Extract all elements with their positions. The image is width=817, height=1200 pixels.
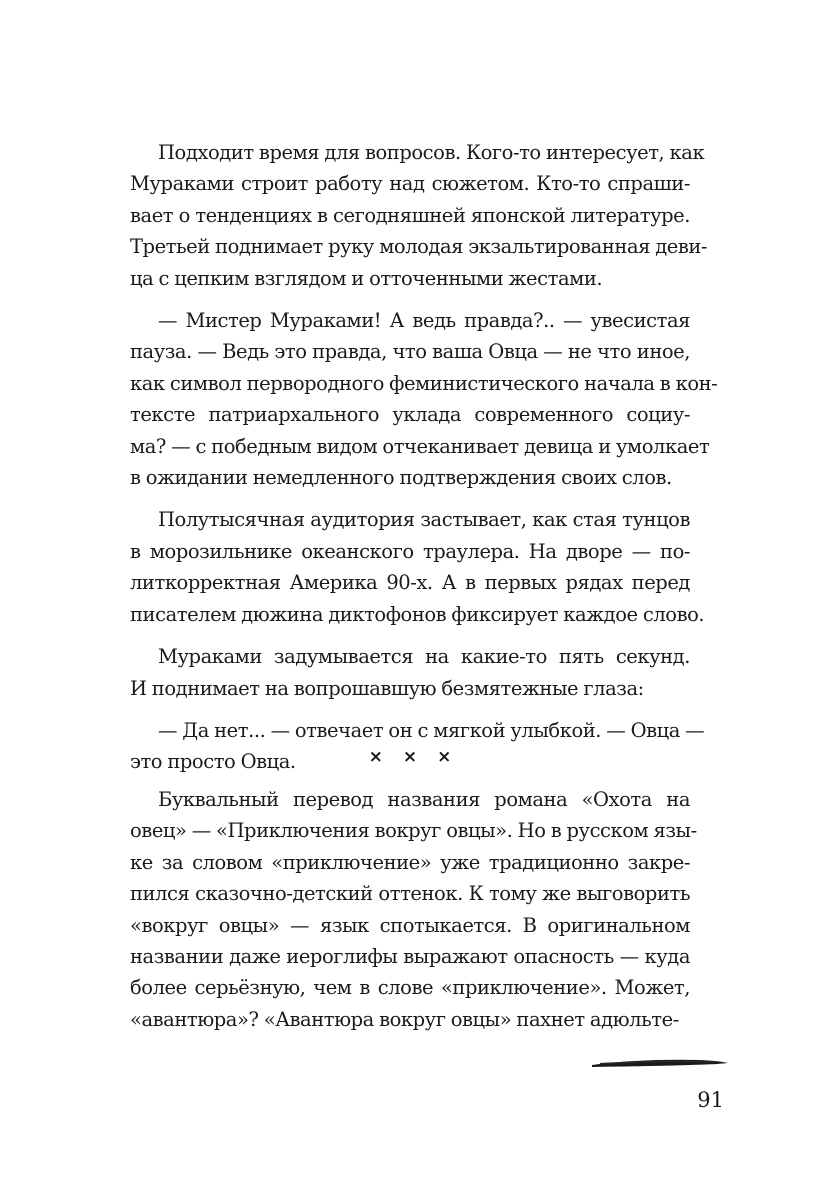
text-line: «авантюра»? «Авантюра вокруг овцы» пахнет адюльте- (130, 1007, 679, 1031)
text-line: Буквальный перевод названия романа «Охота на (158, 788, 690, 811)
separator-mark-2: × (402, 747, 418, 767)
text-line: пился сказочно-детский оттенок. К тому же выговорить (130, 882, 690, 906)
text-line: тексте патриархального уклада современного социу- (130, 403, 690, 427)
text-line: названии даже иероглифы выражают опасность — куда (130, 945, 690, 969)
text-line: вает о тенденциях в сегодняшней японской литературе. (130, 203, 690, 227)
paragraph (130, 641, 690, 704)
text-line: в морозильнике океанского траулера. На дворе — по- (130, 539, 690, 563)
text-line: ке за словом «приключение» уже традиционно закре- (130, 850, 690, 874)
text-block-top (130, 137, 718, 789)
text-line: Третьей поднимает руку молодая экзальтированная деви- (130, 235, 708, 259)
text-block-bottom (130, 784, 697, 1046)
text-line: писателем дюжина диктофонов фиксирует каждое слово. (130, 602, 705, 626)
text-line: Мураками задумывается на какие-то пять секунд. (158, 645, 690, 669)
text-line: как символ первородного феминистического начала в кон- (130, 371, 718, 395)
text-line: Подходит время для вопросов. Кого-то интересует, как (158, 141, 705, 164)
text-line: Мураками строит работу над сюжетом. Кто-то спраши- (130, 172, 690, 196)
paragraph (130, 137, 708, 294)
page-number: 91 (697, 1088, 724, 1112)
text-line: ца с цепким взглядом и отточенными жестами. (130, 266, 603, 290)
text-line: И поднимает на вопрошавшую безмятежные глаза: (130, 676, 644, 700)
paragraph (130, 504, 705, 630)
text-line: овец» — «Приключения вокруг овцы». Но в русском язы- (130, 819, 697, 843)
brush-stroke-decoration (590, 1052, 730, 1072)
text-line: литкорректная Америка 90-х. А в первых рядах перед (130, 571, 690, 595)
paragraph (130, 305, 718, 493)
paragraph (130, 784, 697, 1035)
text-line: более серьёзную, чем в слове «приключение». Может, (130, 976, 690, 1000)
text-line: — Да нет... — отвечает он с мягкой улыбкой. — Овца — (158, 718, 705, 742)
text-line: — Мистер Мураками! А ведь правда?.. — увесистая (158, 309, 690, 333)
text-line: «вокруг овцы» — язык спотыкается. В оригинальном (130, 913, 690, 937)
separator-mark-1: × (368, 747, 383, 767)
text-line: Полутысячная аудитория застывает, как стая тунцов (158, 508, 690, 532)
text-line: это просто Овца. (130, 750, 296, 774)
separator-mark-3: × (437, 747, 452, 767)
text-line: в ожидании немедленного подтверждения своих слов. (130, 466, 672, 490)
text-line: ма? — с победным видом отчеканивает девица и умолкает (130, 434, 710, 458)
section-separator (130, 742, 690, 772)
text-line: пауза. — Ведь это правда, что ваша Овца — не что иное, (130, 340, 690, 364)
